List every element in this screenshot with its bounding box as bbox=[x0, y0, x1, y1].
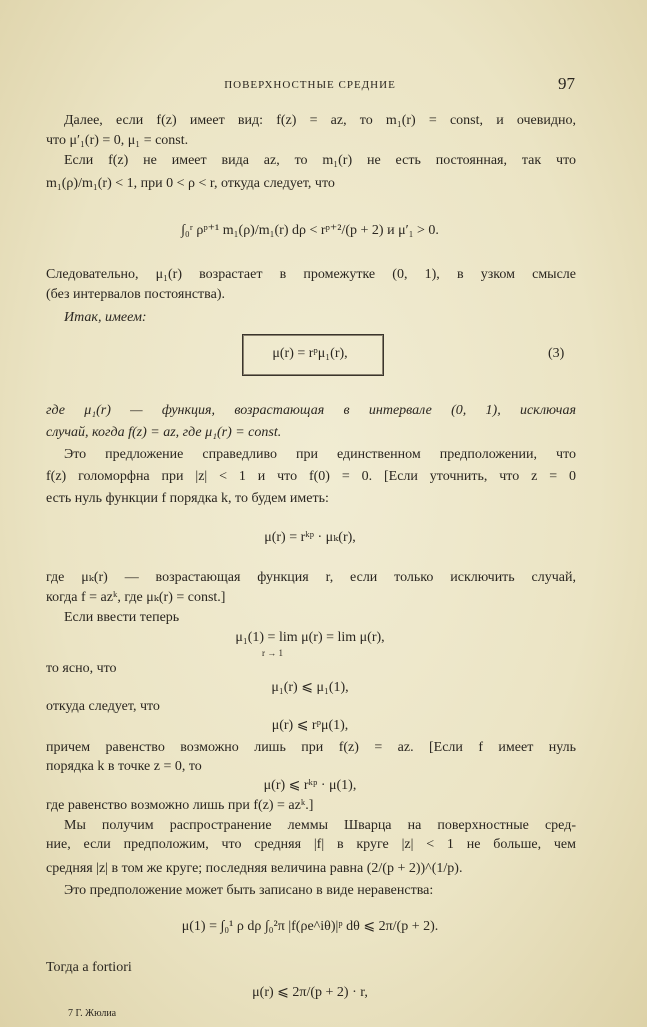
text-line: где μₖ(r) — возрастающая функция r, если только исключить случай, bbox=[46, 570, 576, 585]
text-line: где равенство возможно лишь при f(z) = azᵏ.] bbox=[46, 798, 314, 813]
signature-footer: 7 Г. Жюлиа bbox=[68, 1008, 117, 1019]
formula: μ(r) = rᵏᵖ · μₖ(r), bbox=[264, 530, 356, 545]
text-line: есть нуль функции f порядка k, то будем иметь: bbox=[46, 491, 329, 506]
text-line: что μ′₁(r) = 0, μ₁ = const. bbox=[46, 133, 189, 148]
formula: μ(r) ⩽ 2π/(p + 2) · r, bbox=[252, 985, 368, 1000]
text-line: случай, когда f(z) = az, где μ₁(r) = const. bbox=[46, 425, 282, 440]
text-line: Тогда a fortiori bbox=[46, 960, 132, 975]
text-line: средняя |z| в том же круге; последняя величина равна (2/(p + 2))^(1/p). bbox=[46, 861, 463, 876]
text-line: Итак, имеем: bbox=[64, 310, 147, 325]
text-line: Если ввести теперь bbox=[64, 610, 180, 625]
text-line: откуда следует, что bbox=[46, 699, 160, 714]
text-line: Это предложение справедливо при единственном предположении, что bbox=[64, 447, 576, 462]
formula: μ(r) ⩽ rᵏᵖ · μ(1), bbox=[263, 778, 357, 793]
text-line: где μ₁(r) — функция, возрастающая в интервале (0, 1), исключая bbox=[46, 403, 576, 418]
formula: ∫₀ʳ ρᵖ⁺¹ m₁(ρ)/m₁(r) dρ < rᵖ⁺²/(p + 2) и μ′₁ > 0. bbox=[181, 223, 439, 238]
formula-limit-subscript: r → 1 bbox=[262, 648, 283, 658]
formula: μ(r) ⩽ rᵖμ(1), bbox=[271, 718, 349, 733]
page-number: 97 bbox=[558, 74, 575, 93]
text-line: m₁(ρ)/m₁(r) < 1, при 0 < ρ < r, откуда следует, что bbox=[46, 176, 335, 191]
running-title: ПОВЕРХНОСТНЫЕ СРЕДНИЕ bbox=[224, 79, 396, 91]
formula: μ₁(1) = lim μ(r) = lim μ(r), bbox=[235, 630, 385, 645]
equation-number: (3) bbox=[548, 346, 565, 361]
text-line: порядка k в точке z = 0, то bbox=[46, 759, 202, 774]
text-line: причем равенство возможно лишь при f(z) = az. [Если f имеет нуль bbox=[46, 740, 576, 755]
formula: μ₁(r) ⩽ μ₁(1), bbox=[271, 680, 349, 695]
text-line: когда f = azᵏ, где μₖ(r) = const.] bbox=[46, 590, 226, 605]
boxed-formula: μ(r) = rᵖμ₁(r), bbox=[272, 346, 348, 361]
text-line: (без интервалов постоянства). bbox=[46, 287, 225, 302]
text-line: f(z) голоморфна при |z| < 1 и что f(0) = 0. [Если уточнить, что z = 0 bbox=[46, 469, 576, 484]
text-line: то ясно, что bbox=[46, 661, 117, 676]
text-line: Следовательно, μ₁(r) возрастает в промежутке (0, 1), в узком смысле bbox=[46, 267, 576, 282]
text-line: Мы получим распространение леммы Шварца на поверхностные сред- bbox=[64, 818, 576, 833]
text-line: ние, если предположим, что средняя |f| в круге |z| < 1 не больше, чем bbox=[46, 837, 576, 852]
text-line: Если f(z) не имеет вида az, то m₁(r) не есть постоянная, так что bbox=[64, 153, 576, 168]
formula: μ(1) = ∫₀¹ ρ dρ ∫₀²π |f(ρe^iθ)|ᵖ dθ ⩽ 2π/(p + 2). bbox=[181, 919, 439, 934]
text-line: Это предположение может быть записано в виде неравенства: bbox=[64, 883, 434, 898]
text-line: Далее, если f(z) имеет вид: f(z) = az, то m₁(r) = const, и очевидно, bbox=[64, 113, 576, 128]
